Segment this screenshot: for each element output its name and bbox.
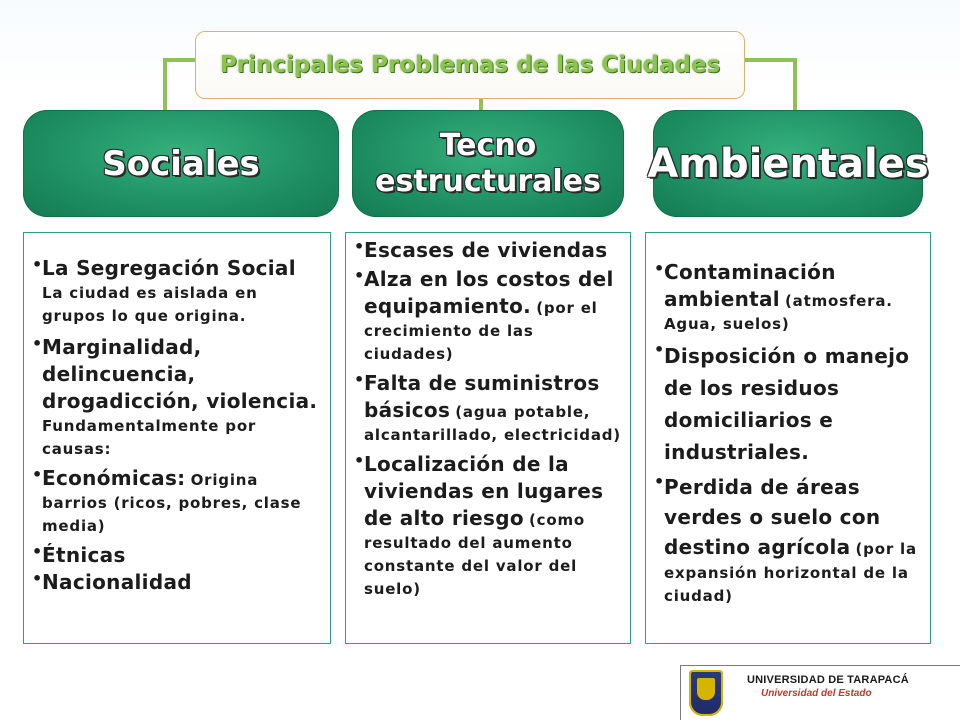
list-item: [354, 237, 622, 264]
list-item: [32, 569, 322, 596]
list-item: [354, 451, 622, 601]
ambientales-list: [654, 259, 922, 608]
connector-right-horizontal: [741, 58, 795, 62]
category-sociales: [23, 110, 339, 217]
item-detail: (atmosfera. Agua, suelos): [664, 292, 893, 333]
item-main: Nacionalidad: [42, 570, 192, 594]
item-main: La Segregación Social: [42, 256, 296, 280]
item-main: Marginalidad, delincuencia, drogadicción, violencia.: [42, 335, 318, 413]
item-detail: (como resultado del aumento constante del valor del suelo): [364, 511, 585, 598]
category-sociales-label: Sociales: [102, 143, 260, 184]
list-item: [32, 334, 322, 461]
item-main: Étnicas: [42, 543, 126, 567]
item-main: Perdida de áreas verdes o suelo con destino agrícola: [664, 475, 881, 559]
item-detail: La ciudad es aislada en grupos lo que origina.: [42, 284, 258, 325]
list-item: [654, 259, 922, 336]
connector-left-horizontal: [163, 58, 197, 62]
list-item: [32, 465, 322, 538]
category-tecno-line2: estructurales: [375, 163, 601, 199]
item-main: Localización de la viviendas en lugares de alto riesgo: [364, 452, 604, 530]
university-logo: [680, 665, 960, 720]
category-tecnoestructurales: [352, 110, 624, 217]
item-detail: (agua potable, alcantarillado, electricidad): [364, 403, 621, 444]
category-ambientales-label: Ambientales: [647, 140, 929, 187]
university-name: UNIVERSIDAD DE TARAPACÁ: [747, 674, 909, 686]
title-box: [195, 31, 745, 99]
list-item: [654, 340, 922, 468]
category-ambientales: [647, 110, 929, 217]
sociales-list: [32, 255, 322, 596]
list-item: [654, 472, 922, 608]
list-item: [354, 370, 622, 447]
item-main: Económicas:: [42, 466, 186, 490]
shield-icon: [689, 670, 723, 716]
university-subtitle: Universidad del Estado: [761, 688, 872, 699]
list-item: [32, 542, 322, 569]
list-item: [32, 255, 322, 328]
item-main: Escases de viviendas: [364, 238, 608, 262]
tecno-list: [354, 237, 622, 601]
sociales-content-box: [23, 232, 331, 644]
item-main: Falta de suministros básicos: [364, 371, 600, 422]
tecno-content-box: [345, 232, 631, 644]
ambientales-content-box: [645, 232, 931, 644]
diagram-title: Principales Problemas de las Ciudades: [219, 52, 721, 78]
item-detail: (por la expansión horizontal de la ciudad): [664, 540, 917, 605]
item-detail: Origina barrios (ricos, pobres, clase media): [42, 471, 302, 535]
list-item: [354, 266, 622, 366]
item-main: Contaminación ambiental: [664, 260, 836, 311]
item-detail: Fundamentalmente por causas:: [42, 417, 257, 458]
item-main: Disposición o manejo de los residuos domiciliarios e industriales.: [664, 344, 910, 464]
category-tecno-label: [375, 128, 601, 200]
item-main: Alza en los costos del equipamiento.: [364, 267, 614, 318]
item-detail: (por el crecimiento de las ciudades): [364, 299, 598, 363]
category-tecno-line1: Tecno: [439, 127, 537, 163]
